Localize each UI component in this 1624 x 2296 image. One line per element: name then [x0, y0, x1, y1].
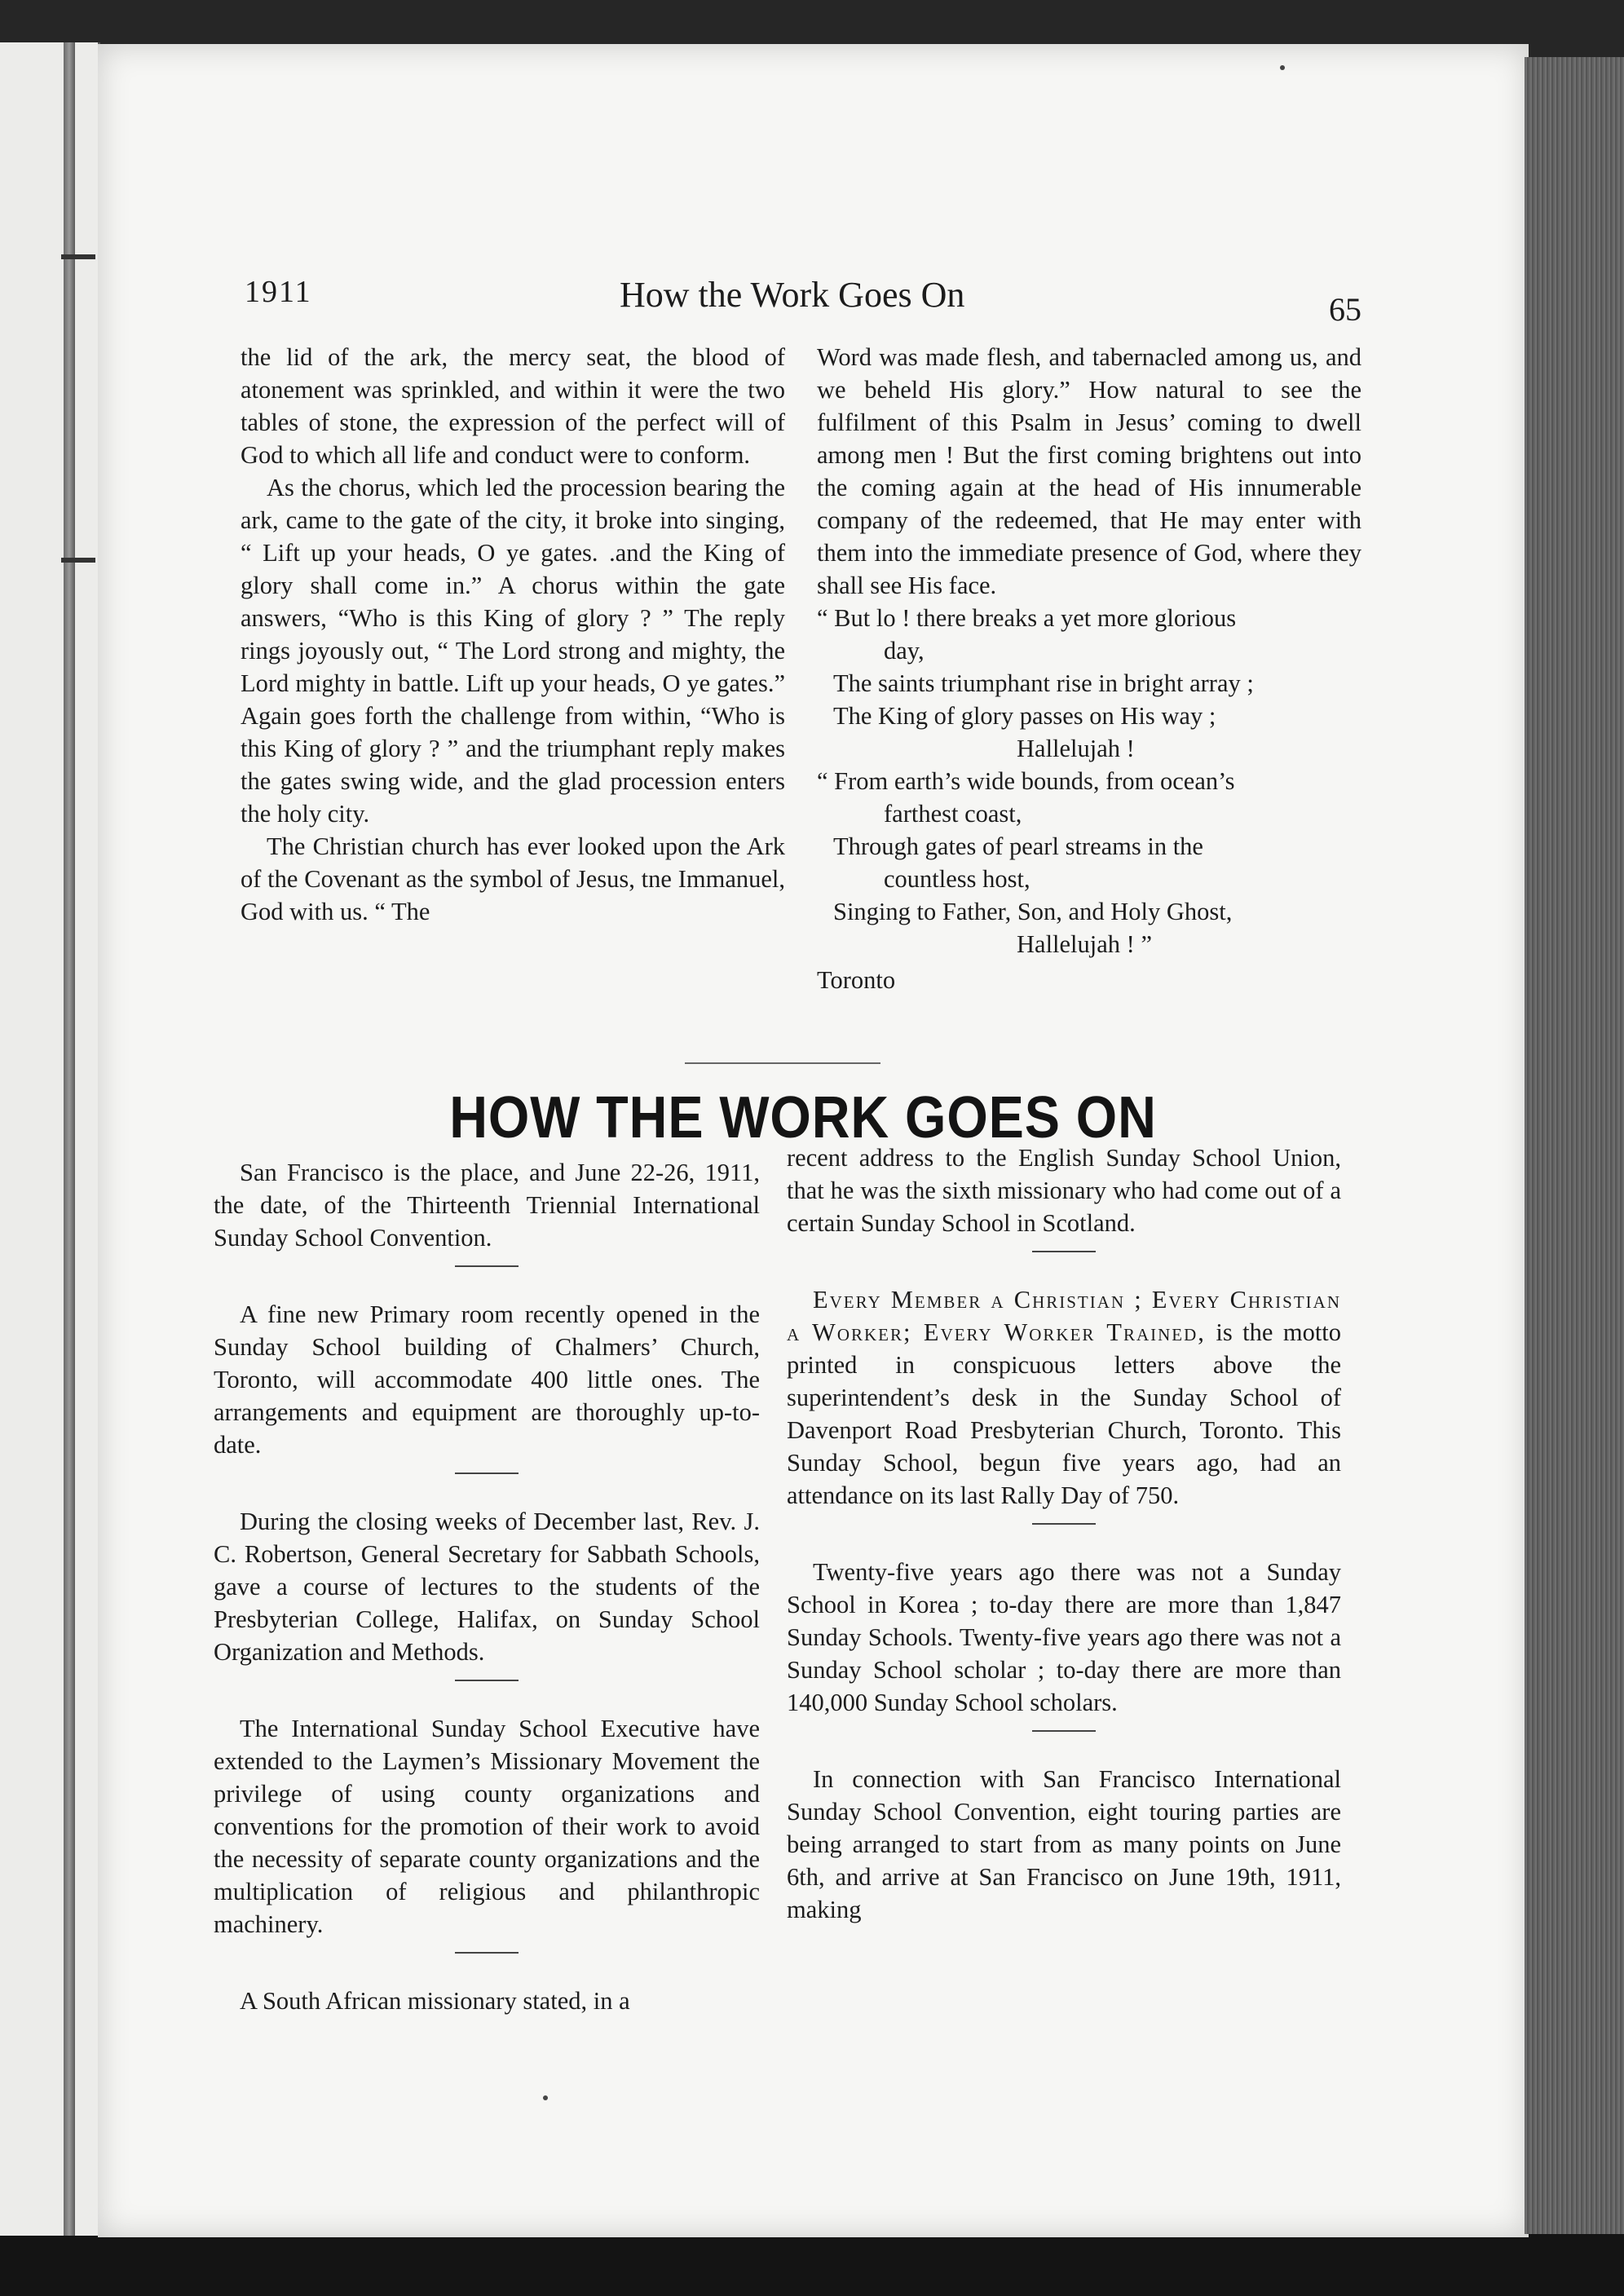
verse-line: countless host,	[884, 865, 1030, 893]
facing-page-edge	[0, 42, 100, 2236]
verse-line: Singing to Father, Son, and Holy Ghost,	[833, 898, 1233, 925]
binding-gutter	[64, 42, 75, 2236]
page-header	[245, 269, 1361, 326]
header-year: 1911	[245, 275, 312, 309]
verse-line: The King of glory passes on His way ;	[833, 702, 1216, 730]
verse-line: day,	[884, 637, 925, 665]
scan-speck	[543, 2095, 548, 2100]
item-separator	[1032, 1730, 1096, 1732]
news-item: A fine new Primary room recently opened in the Sunday School building of Chalmers’ Church, Toronto, will accommodate 400 little ones. The arrangements and equipment are thoroughly up-to-date.	[214, 1300, 760, 1459]
paragraph: The Christian church has ever looked upon the Ark of the Covenant as the symbol of Jesus, tne Immanuel, God with us. “ The	[241, 832, 785, 925]
verse-line: “ From earth’s wide bounds, from ocean’s	[817, 767, 1235, 795]
verse-line: The saints triumphant rise in bright array ;	[833, 669, 1254, 697]
scan-speck	[1280, 65, 1285, 70]
binding-thread	[61, 254, 95, 259]
item-separator	[455, 1473, 519, 1474]
scan-background-bottom	[0, 2234, 1624, 2296]
section-title: HOW THE WORK GOES ON	[449, 1085, 1157, 1150]
verse-line: farthest coast,	[884, 800, 1022, 828]
item-separator	[1032, 1523, 1096, 1525]
item-separator	[455, 1952, 519, 1954]
verse-line: Hallelujah !	[1017, 735, 1135, 762]
motto-text: Every Member a Christian ; Every Christian a Worker; Every Worker Trained,	[787, 1286, 1341, 1346]
news-item: San Francisco is the place, and June 22-26, 1911, the date, of the Thirteenth Triennial International Sunday School Convention.	[214, 1159, 760, 1252]
lower-left-column	[214, 1156, 760, 2017]
news-item: The International Sunday School Executive have extended to the Laymen’s Missionary Movement the privilege of using county organizations and conventions for the promotion of their work to avoid the necessity of separate county organizations and the multiplication of religious and philanthropic machinery.	[214, 1715, 760, 1938]
page-block-edges	[1525, 57, 1624, 2234]
binding-thread	[61, 558, 95, 563]
news-item: In connection with San Francisco International Sunday School Convention, eight touring parties are being arranged to start from as many points on June 6th, and arrive at San Francisco on June 19th, 1911, making	[787, 1765, 1341, 1923]
page-number: 65	[1329, 291, 1361, 328]
running-title: How the Work Goes On	[620, 275, 965, 315]
upper-left-column	[241, 341, 785, 928]
upper-right-column	[817, 341, 1361, 996]
news-item: Twenty-five years ago there was not a Sunday School in Korea ; to-day there are more than 1,847 Sunday Schools. Twenty-five years ago there was not a Sunday School scholar ; to-day there are more than 140,000 Sunday School scholars.	[787, 1558, 1341, 1716]
news-item: During the closing weeks of December last, Rev. J. C. Robertson, General Secretary for Sabbath Schools, gave a course of lectures to the students of the Presbyterian College, Halifax, on Sunday School Organization and Methods.	[214, 1508, 760, 1666]
paragraph: Word was made flesh, and tabernacled among us, and we beheld His glory.” How natural to see the fulfilment of this Psalm in Jesus’ coming to dwell among men ! But the first coming brightens out into the coming again at the head of His innumerable company of the redeemed, that He may enter with them into the immediate presence of God, where they shall see His face.	[817, 343, 1361, 599]
news-item: recent address to the English Sunday School Union, that he was the sixth missionary who had come out of a certain Sunday School in Scotland.	[787, 1144, 1341, 1237]
motto-description: is the motto printed in conspicuous letters above the superintendent’s desk in the Sunday School of Davenport Road Presbyterian Church, Toronto. This Sunday School, begun five years ago, had an attendance on its last Rally Day of 750.	[787, 1318, 1342, 1509]
news-item	[787, 1283, 1341, 1512]
lower-right-column	[787, 1141, 1341, 1926]
item-separator	[455, 1265, 519, 1267]
verse-line: Through gates of pearl streams in the	[833, 832, 1203, 860]
signature: Toronto	[817, 966, 896, 994]
paragraph: the lid of the ark, the mercy seat, the blood of atonement was sprinkled, and within it were the two tables of stone, the expression of the perfect will of God to which all life and conduct were to conform.	[241, 343, 785, 469]
item-separator	[1032, 1251, 1096, 1252]
news-item: A South African missionary stated, in a	[240, 1987, 630, 2015]
paragraph: As the chorus, which led the procession bearing the ark, came to the gate of the city, it broke into singing, “ Lift up your heads, O ye gates. .and the King of glory shall come in.” A chorus within the gate answers, “Who is this King of glory ? ” The reply rings joyously out, “ The Lord strong and mighty, the Lord mighty in battle. Lift up your heads, O ye gates.” Again goes forth the challenge from within, “Who is this King of glory ? ” and the triumphant reply makes the gates swing wide, and the glad procession enters the holy city.	[241, 474, 785, 828]
hymn-verse	[817, 602, 1361, 960]
verse-line: Hallelujah ! ”	[1017, 930, 1152, 958]
item-separator	[455, 1680, 519, 1681]
section-divider	[685, 1062, 880, 1064]
verse-line: “ But lo ! there breaks a yet more glorious	[817, 604, 1237, 632]
